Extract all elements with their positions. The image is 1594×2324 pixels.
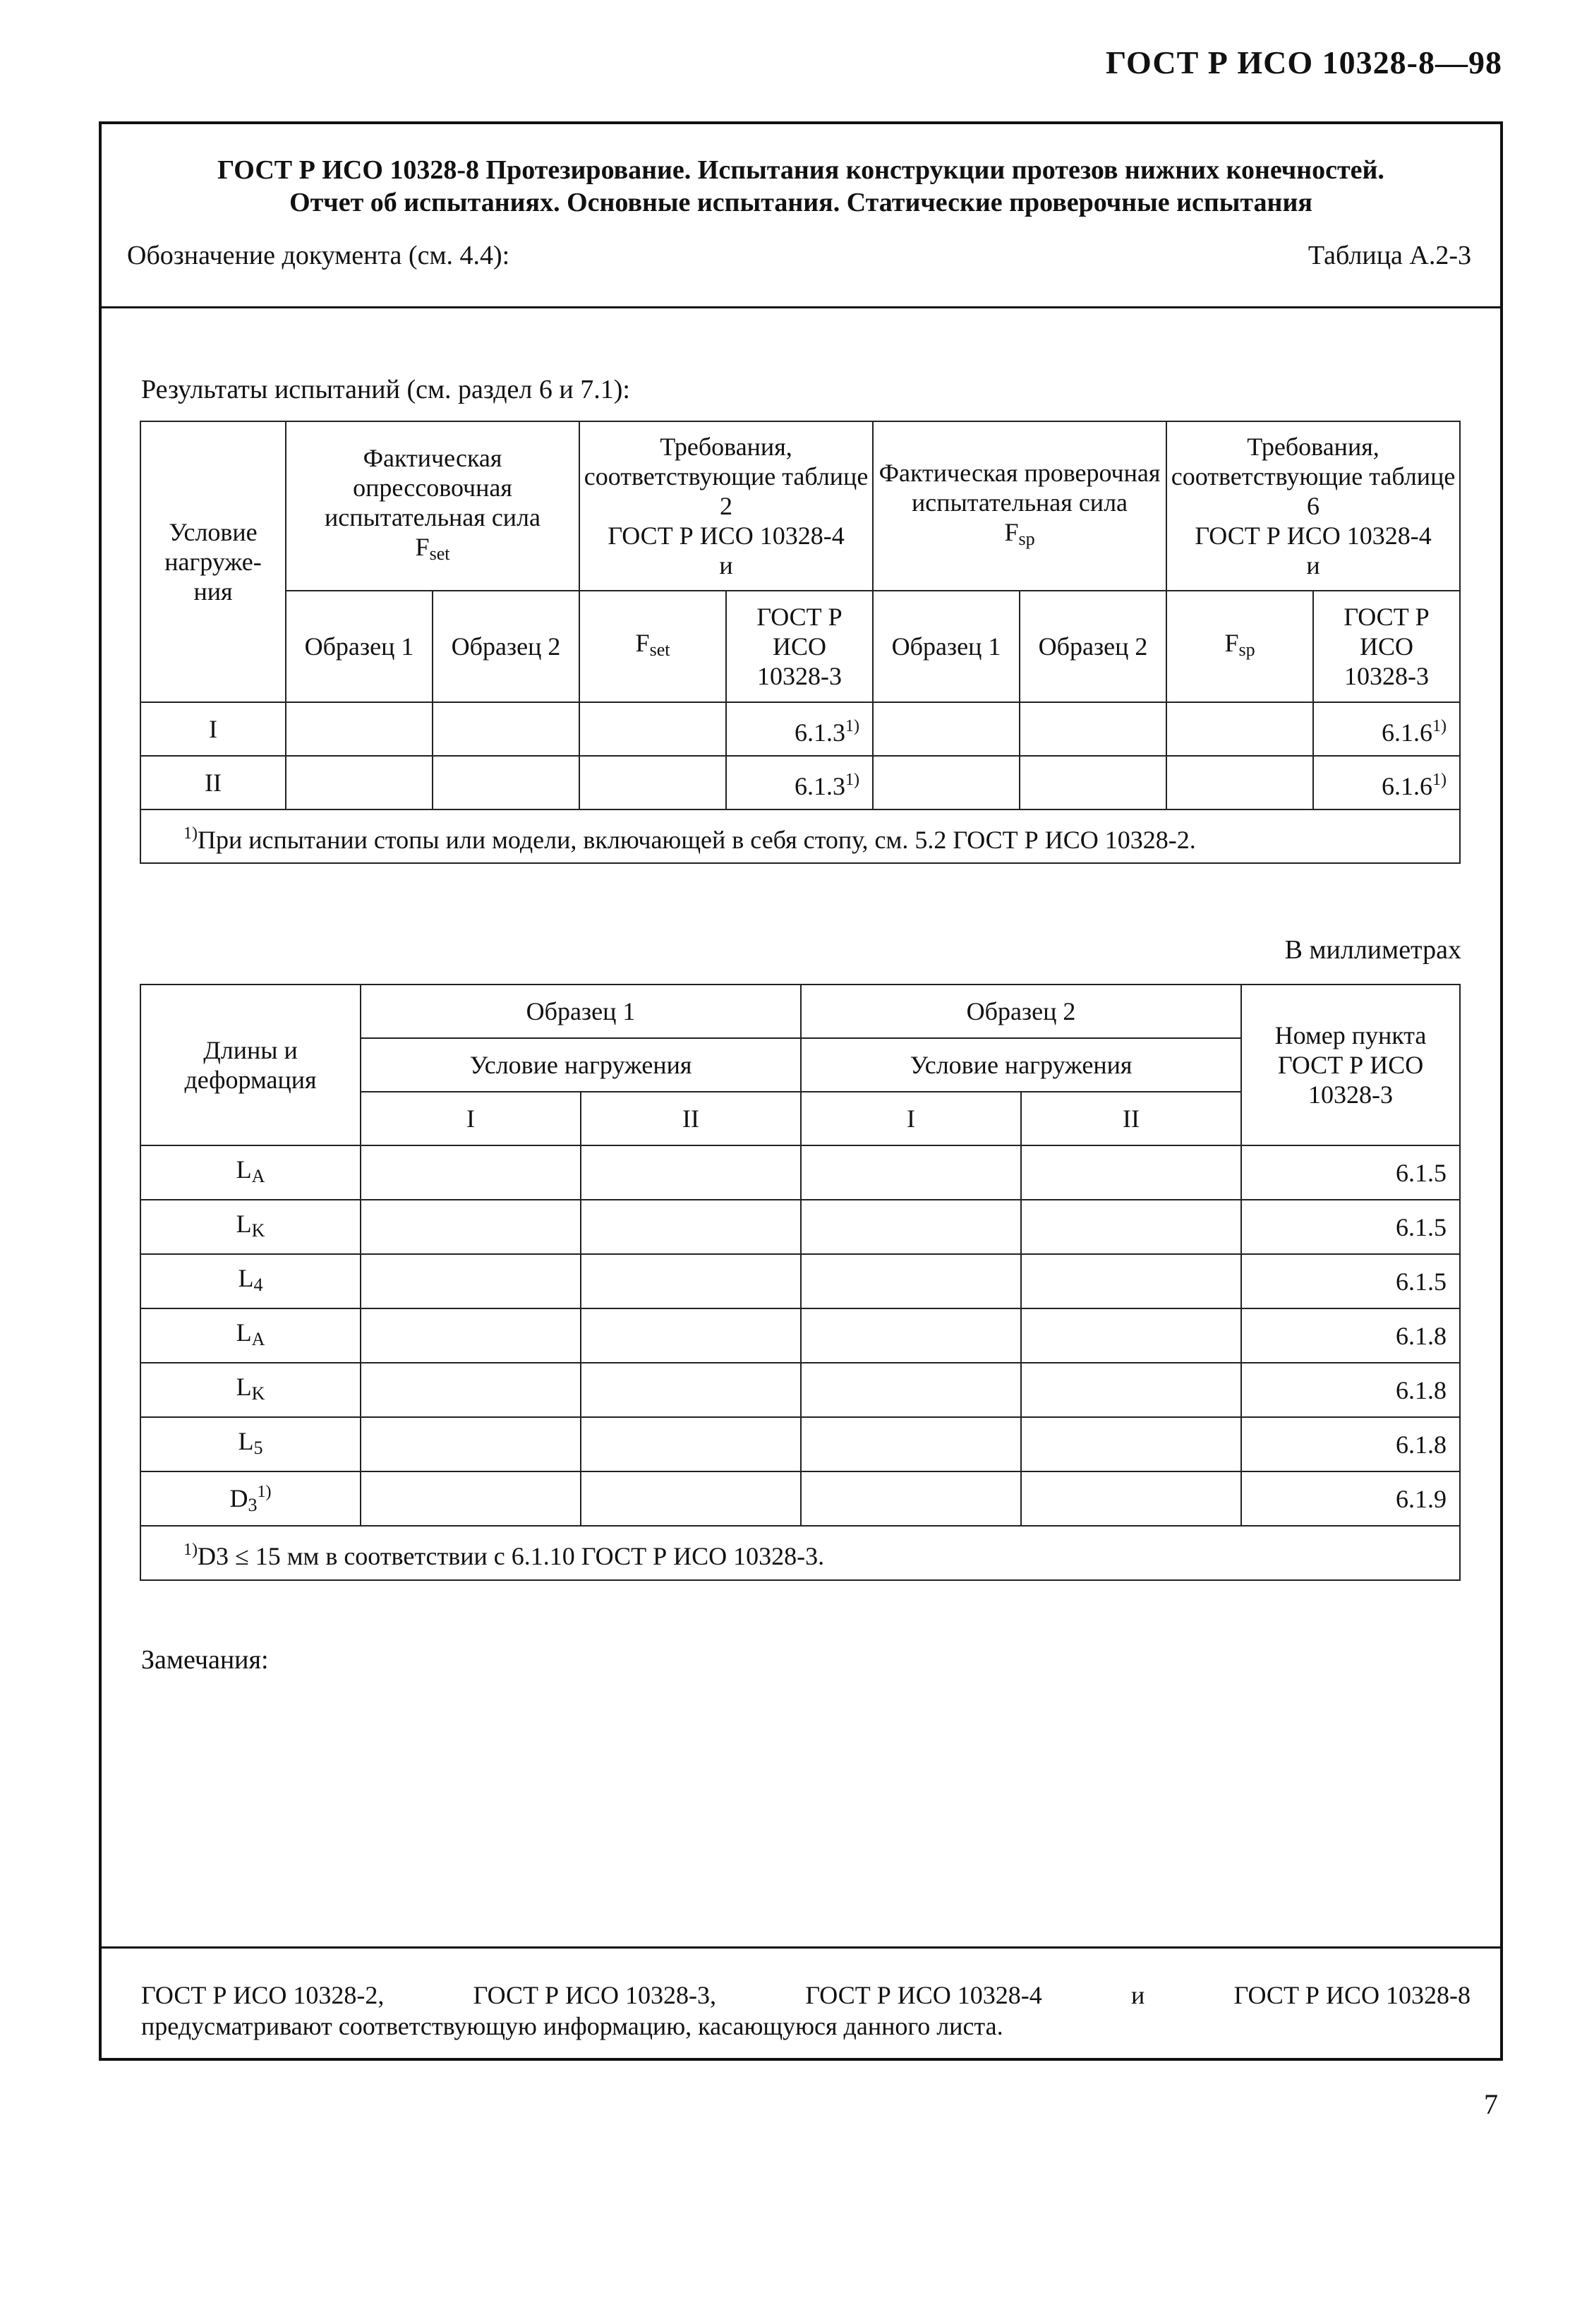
col-sample-1: Образец 1 [361,985,801,1038]
measurement-symbol: $D_3^{1)}$ [140,1471,361,1526]
table-row [140,1254,1460,1308]
col-clause-number: Номер пункта ГОСТ Р ИСО 10328-3 [1241,985,1460,1145]
entry-cell[interactable] [1021,1200,1241,1254]
measurement-symbol: $L_A$ [140,1145,361,1200]
condition-i-header: I [361,1092,581,1145]
condition-ii-header: II [581,1092,801,1145]
static-test-results-table [140,421,1461,864]
gost-10328-4-ref: ГОСТ Р ИСО 10328-4 [1195,522,1432,550]
entry-cell[interactable] [581,1471,801,1526]
entry-cell[interactable] [361,1363,581,1417]
gost-10328-4-ref: ГОСТ Р ИСО 10328-4 [608,522,845,550]
load-condition-cell: II [140,756,286,809]
entry-cell[interactable] [1021,1417,1241,1471]
entry-cell[interactable] [801,1145,1021,1200]
footer-note: предусматривают соответствующую информацию, касающуюся данного листа. [141,2012,1003,2040]
footer-gost-8: ГОСТ Р ИСО 10328-8 [1233,1981,1471,2009]
entry-cell[interactable] [361,1145,581,1200]
measurement-symbol: $L_K$ [140,1200,361,1254]
sub-sample-1: Образец 1 [873,591,1020,702]
sub-f-sp: $F_{sp}$ [1166,591,1313,702]
entry-cell[interactable] [581,1417,801,1471]
entry-cell[interactable] [873,756,1020,809]
page-number: 7 [1484,2088,1498,2120]
clause-ref-cell: 6.1.6$^{1)}$ [1313,756,1460,809]
col-requirements-table6 [1166,421,1460,591]
entry-cell[interactable] [801,1471,1021,1526]
condition-ii-header: II [1021,1092,1241,1145]
measurement-symbol: $L_4$ [140,1254,361,1308]
entry-cell[interactable] [433,756,579,809]
entry-cell[interactable] [1021,1471,1241,1526]
clause-ref-cell: 6.1.3$^{1)}$ [726,702,873,756]
footer-references [141,1980,1471,2010]
units-label: В миллиметрах [1284,935,1461,965]
condition-i-header: I [801,1092,1021,1145]
entry-cell[interactable] [433,702,579,756]
entry-cell[interactable] [286,702,433,756]
entry-cell[interactable] [1020,756,1166,809]
entry-cell[interactable] [801,1363,1021,1417]
entry-cell[interactable] [1166,702,1313,756]
entry-cell[interactable] [801,1254,1021,1308]
col-actual-set-force [286,421,579,591]
col-actual-set-force-label: Фактическая опрессовочная испытательная сила [325,444,541,531]
entry-cell[interactable] [1021,1308,1241,1363]
entry-cell[interactable] [581,1363,801,1417]
entry-cell[interactable] [361,1308,581,1363]
entry-cell[interactable] [1021,1363,1241,1417]
clause-ref-cell: 6.1.3$^{1)}$ [726,756,873,809]
entry-cell[interactable] [801,1417,1021,1471]
load-condition-cell: I [140,702,286,756]
sub-gost-10328-3: ГОСТ Р ИСО 10328-3 [1313,591,1460,702]
col-requirements-table2-label: Требования, соответствующие таблице 2 [584,433,869,520]
clause-ref-cell: 6.1.5 [1241,1254,1460,1308]
load-condition-header: Условие нагружения [801,1038,1241,1092]
footer-gost-3: ГОСТ Р ИСО 10328-3, [473,1981,717,2009]
sub-sample-2: Образец 2 [1020,591,1166,702]
entry-cell[interactable] [801,1308,1021,1363]
table2-footnote: $^{1)}$D3 ≤ 15 мм в соответствии с 6.1.10 ГОСТ Р ИСО 10328-3. [140,1526,1460,1580]
table-row [140,1363,1460,1417]
table-row [140,1417,1460,1471]
entry-cell[interactable] [1021,1254,1241,1308]
clause-ref-cell: 6.1.5 [1241,1200,1460,1254]
entry-cell[interactable] [361,1200,581,1254]
entry-cell[interactable] [581,1200,801,1254]
footer-gost-2: ГОСТ Р ИСО 10328-2, [141,1981,385,2009]
remarks-label: Замечания: [141,1645,269,1675]
f-set-symbol: $F_{set}$ [415,533,450,564]
table-row [140,702,1460,756]
sub-gost-10328-3: ГОСТ Р ИСО 10328-3 [726,591,873,702]
measurement-symbol: $L_K$ [140,1363,361,1417]
table-number: Таблица А.2-3 [1308,241,1471,270]
footer-and: и [1131,1981,1145,2009]
results-label: Результаты испытаний (см. раздел 6 и 7.1): [141,375,630,404]
measurement-symbol: $L_A$ [140,1308,361,1363]
entry-cell[interactable] [801,1200,1021,1254]
f-sp-symbol: $F_{sp}$ [1004,518,1035,549]
col-requirements-table6-label: Требования, соответствующие таблице 6 [1171,433,1456,520]
col-load-condition: Условие нагруже-ния [140,421,286,702]
entry-cell[interactable] [581,1145,801,1200]
col-actual-sp-force [873,421,1166,591]
sub-sample-1: Образец 1 [286,591,433,702]
entry-cell[interactable] [581,1254,801,1308]
table-row [140,1471,1460,1526]
table-row [140,756,1460,809]
clause-ref-cell: 6.1.8 [1241,1308,1460,1363]
entry-cell[interactable] [581,1308,801,1363]
header-separator [99,306,1503,308]
clause-ref-cell: 6.1.8 [1241,1363,1460,1417]
entry-cell[interactable] [286,756,433,809]
page-header: ГОСТ Р ИСО 10328-8—98 [1105,44,1502,80]
clause-ref-cell: 6.1.9 [1241,1471,1460,1526]
measurement-symbol: $L_5$ [140,1417,361,1471]
footer-gost-4: ГОСТ Р ИСО 10328-4 [805,1981,1042,2009]
col-lengths-deformation: Длины и деформация [140,985,361,1145]
sub-f-set: $F_{set}$ [579,591,726,702]
table-row [140,1145,1460,1200]
col-sample-2: Образец 2 [801,985,1241,1038]
entry-cell[interactable] [1166,756,1313,809]
sub-sample-2: Образец 2 [433,591,579,702]
entry-cell[interactable] [1020,702,1166,756]
entry-cell[interactable] [579,756,726,809]
table1-footnote: $^{1)}$При испытании стопы или модели, включающей в себя стопу, см. 5.2 ГОСТ Р ИСО 10328-2. [140,809,1460,863]
and-word: и [1306,551,1320,579]
entry-cell[interactable] [361,1471,581,1526]
form-title [127,154,1475,219]
footer-separator [99,1946,1503,1949]
document-designation: Обозначение документа (см. 4.4): [127,241,510,270]
entry-cell[interactable] [361,1254,581,1308]
form-title-line2: Отчет об испытаниях. Основные испытания. Статические проверочные испытания [289,188,1312,217]
form-title-line1: ГОСТ Р ИСО 10328-8 Протезирование. Испытания конструкции протезов нижних конечностей. [217,155,1384,185]
entry-cell[interactable] [1021,1145,1241,1200]
and-word: и [719,551,733,579]
table-row [140,1308,1460,1363]
table-row [140,1200,1460,1254]
entry-cell[interactable] [361,1417,581,1471]
entry-cell[interactable] [579,702,726,756]
lengths-deformation-table [140,984,1461,1581]
col-requirements-table2 [579,421,873,591]
clause-ref-cell: 6.1.8 [1241,1417,1460,1471]
load-condition-header: Условие нагружения [361,1038,801,1092]
entry-cell[interactable] [873,702,1020,756]
col-actual-sp-force-label: Фактическая проверочная испытательная сила [878,459,1161,517]
clause-ref-cell: 6.1.5 [1241,1145,1460,1200]
clause-ref-cell: 6.1.6$^{1)}$ [1313,702,1460,756]
